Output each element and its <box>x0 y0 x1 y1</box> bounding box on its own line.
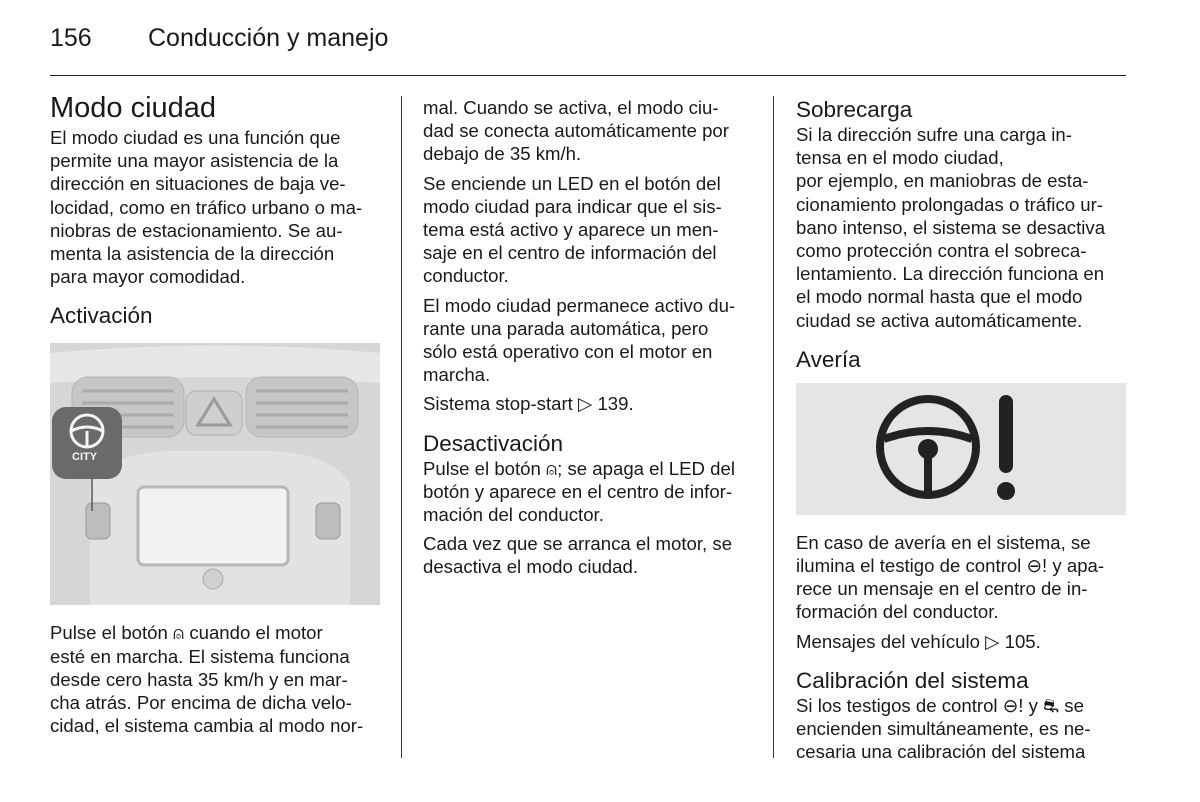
volume-knob <box>203 569 223 589</box>
text-line: Cada vez que se arranca el motor, se <box>423 533 733 555</box>
cross-reference-link[interactable]: Sistema stop-start ▷ 139. <box>423 393 634 415</box>
text-line: botón y aparece en el centro de infor- <box>423 480 733 502</box>
text-line: dad se conecta automáticamente por <box>423 120 729 142</box>
text-line: por ejemplo, en maniobras de esta- <box>796 170 1089 192</box>
paragraph <box>423 96 745 166</box>
text-line: El modo ciudad es una función que <box>50 127 341 148</box>
text-line: El modo ciudad permanece activo du- <box>423 294 736 316</box>
text-line: En caso de avería en el sistema, se <box>796 531 1091 553</box>
text-line: desactiva el modo ciudad. <box>423 556 638 578</box>
paragraph <box>796 123 1126 332</box>
paragraph <box>423 172 745 288</box>
text-line: formación del conductor. <box>796 601 999 623</box>
hazard-button <box>186 391 242 435</box>
column-divider-2 <box>773 96 774 758</box>
page-number: 156 <box>50 24 92 52</box>
text-line: ilumina el testigo de control ⊖! y apa- <box>796 555 1105 577</box>
text-line: debajo de 35 km/h. <box>423 143 582 165</box>
text-line: locidad, como en tráfico urbano o ma- <box>50 196 363 218</box>
text-line: para mayor comodidad. <box>50 266 246 288</box>
text-line: rante una parada automática, pero <box>423 317 709 339</box>
steering-warning-illustration <box>796 383 1126 515</box>
text-line: cionamiento prolongadas o tráfico ur- <box>796 193 1103 215</box>
subheading-desactivacion: Desactivación <box>423 430 564 456</box>
text-line: modo ciudad para indicar que el sis- <box>423 195 722 217</box>
activation-paragraph <box>50 621 372 737</box>
city-button-callout <box>52 407 122 479</box>
text-line: conductor. <box>423 265 509 287</box>
city-badge-label: CITY <box>72 451 98 464</box>
text-line: menta la asistencia de la dirección <box>50 243 335 265</box>
subheading-averia: Avería <box>796 346 861 372</box>
running-title: Conducción y manejo <box>148 24 389 52</box>
text-line: Se enciende un LED en el botón del <box>423 172 721 194</box>
column-divider-1 <box>401 96 402 758</box>
text-line: rece un mensaje en el centro de in- <box>796 578 1088 600</box>
text-line: sólo está operativo con el motor en <box>423 341 713 363</box>
text-line: ciudad se activa automáticamente. <box>796 309 1083 331</box>
text-line: lentamiento. La dirección funciona en <box>796 263 1105 285</box>
text-line: cha atrás. Por encima de dicha velo- <box>50 692 352 714</box>
text-line: el modo normal hasta que el modo <box>796 286 1083 308</box>
text-line: esté en marcha. El sistema funciona <box>50 645 350 667</box>
subheading-activacion: Activación <box>50 303 153 329</box>
text-line: saje en el centro de información del <box>423 242 717 264</box>
intro-paragraph <box>50 126 372 288</box>
cross-reference-link[interactable]: Mensajes del vehículo ▷ 105. <box>796 630 1041 652</box>
paragraph <box>423 294 745 387</box>
paragraph <box>796 694 1126 764</box>
subheading-sobrecarga: Sobrecarga <box>796 97 913 122</box>
text-line: mal. Cuando se activa, el modo ciu- <box>423 97 719 118</box>
section-heading-modo-ciudad: Modo ciudad <box>50 92 217 124</box>
text-line: bano intenso, el sistema se desactiva <box>796 216 1106 238</box>
exclamation-icon <box>997 395 1015 500</box>
text-line: tensa en el modo ciudad, <box>796 147 1004 169</box>
paragraph <box>796 531 1126 624</box>
text-line: Si los testigos de control ⊖! y ⛐ se <box>796 694 1084 716</box>
text-line: Pulse el botón ⍝; se apaga el LED del <box>423 457 735 479</box>
text-line: Pulse el botón ⍝ cuando el motor <box>50 622 323 644</box>
text-line: desde cero hasta 35 km/h y en mar- <box>50 668 348 690</box>
text-line: encienden simultáneamente, es ne- <box>796 718 1091 740</box>
column-2 <box>423 96 745 579</box>
text-line: como protección contra el sobreca- <box>796 240 1087 262</box>
text-line: Si la dirección sufre una carga in- <box>796 124 1072 145</box>
text-line: mación del conductor. <box>423 504 604 526</box>
steering-wheel-icon <box>880 399 976 495</box>
column-1 <box>50 90 372 737</box>
text-line: cesaria una calibración del sistema <box>796 741 1086 763</box>
header-rule <box>50 75 1126 76</box>
paragraph <box>423 532 745 578</box>
text-line: marcha. <box>423 364 491 386</box>
column-3 <box>796 96 1126 763</box>
subheading-calibracion: Calibración del sistema <box>796 667 1029 693</box>
text-line: niobras de estacionamiento. Se au- <box>50 219 343 241</box>
text-line: permite una mayor asistencia de la <box>50 150 339 172</box>
text-line: dirección en situaciones de baja ve- <box>50 173 346 195</box>
dashboard-photo <box>50 343 380 605</box>
paragraph <box>423 457 745 527</box>
right-air-vent <box>246 377 358 437</box>
text-line: tema está activo y aparece un men- <box>423 219 719 241</box>
text-line: cidad, el sistema cambia al modo nor- <box>50 715 364 737</box>
infotainment-screen <box>138 487 288 565</box>
